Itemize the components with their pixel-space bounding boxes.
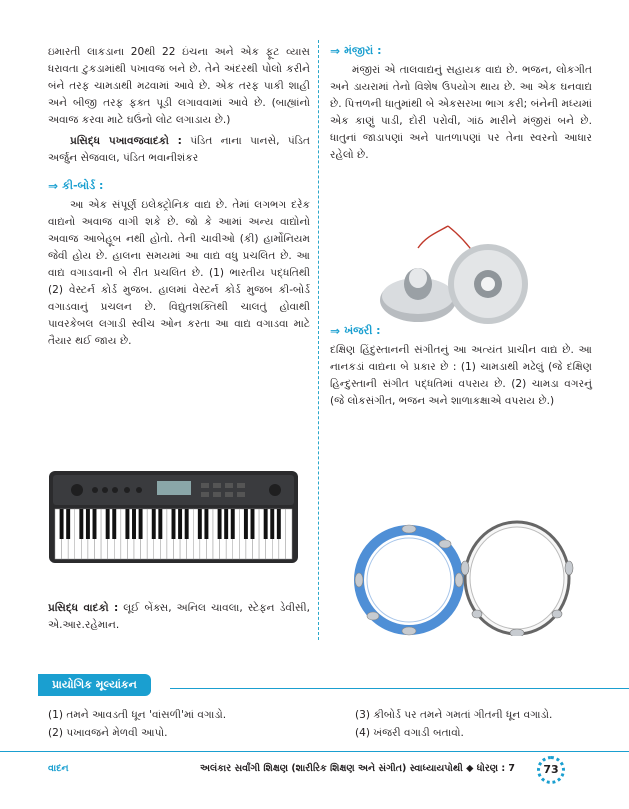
keyboard-heading-text: કી-બોર્ડ : [62,179,104,192]
khanjari-image [347,518,577,636]
manjira-image [378,222,536,332]
left-column [48,44,310,350]
manjira-heading [330,44,592,58]
evaluation-question-4: (4) ખંજરી વગાડી બતાવો. [355,727,464,739]
footer-section-name: વાદન [48,763,69,774]
arrow-right-icon: ⇒ [330,44,341,58]
evaluation-rule [170,688,629,689]
column-divider [318,40,319,640]
footer [0,756,629,784]
arrow-right-icon: ⇒ [48,179,59,193]
famous-keyboard-label: પ્રસિદ્ધ વાદકો : [48,602,119,614]
practical-evaluation-title: પ્રાયોગિક મૂલ્યાંકન [38,674,151,696]
keyboard-paragraph: આ એક સંપૂર્ણ ઇલેક્ટ્રોનિક વાદ્ય છે. તેમાં લગભગ દરેક વાદ્યનો અવાજ વાગી શકે છે. જો કે આમાં અન્ય વાદ્યોનો અવાજ આબેહૂબ નથી હોતો. તેની ચાવીઓ (કી) હાર્મોનિયમ જેવી હોય છે. હાલના સમયમાં આ વાદ્ય વધુ પ્રચલિત છે. આ વાદ્ય વગાડવાની બે રીત પ્રચલિત છે. (1) ભારતીય પદ્ધતિથી (2) વેસ્ટર્ન કોર્ડ મુજબ. હાલમાં વેસ્ટર્ન કોર્ડ મુજબ કી-બોર્ડ વગાડવાનું પ્રચલન છે. વિદ્યુતશક્તિથી ચાલતું હોવાથી પાવરકેબલ લગાડી સ્વીચ ઓન કરતા આ વાદ્ય વગાડવા માટે તૈયાર થઈ જાય છે. [48,199,310,347]
evaluation-question-2: (2) પખાવજને મેળવી આપો. [48,727,168,739]
keyboard-image [47,465,300,567]
famous-pakhavaj-names: પંડિત નાના પાનસે, પંડિત અર્જુન સેજવાલ, પંડિત ભવાનીશંકર [48,135,310,164]
evaluation-question-3: (3) કીબોર્ડ પર તમને ગમતાં ગીતની ધૂન વગાડો. [355,709,553,721]
famous-pakhavaj-players [48,133,310,167]
khanjari-paragraph: દક્ષિણ હિંદુસ્તાનની સંગીતનું આ અત્યંત પ્રાચીન વાદ્ય છે. આ નાનકડાં વાદ્યના બે પ્રકાર છે : (1) ચામડાથી મઢેલું (જે દક્ષિણ હિન્દુસ્તાની સંગીત પદ્ધતિમાં વપરાય છે. (2) ચામડા વગરનું (જે લોકસંગીત, ભજન અને શાળાકક્ષાએ વપરાય છે.) [330,344,592,407]
footer-rule [0,751,629,752]
evaluation-question-1: (1) તમને આવડતી ધૂન 'વાંસળી'માં વગાડો. [48,709,227,721]
keyboard-heading [48,179,310,193]
khanjari-heading-text: ખંજરી : [344,324,381,337]
footer-book-title: અલંકાર સર્વાંગી શિક્ષણ (શારીરિક શિક્ષણ અને સંગીત) સ્વાધ્યાયપોથી ◆ ધોરણ : 7 [200,763,516,774]
manjira-paragraph: મંજીરાં એ તાલવાદ્યનું સહાયક વાદ્ય છે. ભજન, લોકગીત અને ડાયરામાં તેનો વિશેષ ઉપયોગ થાય છે. આ એક ઘનવાદ્ય છે. પિત્તળની ધાતુમાંથી બે એકસરખા ભાગ કરી; બંનેની મધ્યમાં એક કાણું પાડી, દોરી પરોવી, ગાંઠ મારીને મંજીરાં બને છે. ધાતુનાં જાડાપણાં અને પાતળાપણાં પર તેના સ્વરનો આધાર રહેલો છે. [330,64,592,161]
famous-keyboard-players [48,600,310,634]
manjira-heading-text: મંજીરાં : [344,44,382,57]
famous-keyboard-names: લૂઈ બેંક્સ, અનિલ ચાવલા, સ્ટેફન ડેવીસી, એ.આર.રહેમાન. [48,602,311,631]
pakhavaj-paragraph: ઇમારતી લાકડાના 20થી 22 ઇંચના અને એક ફૂટ વ્યાસ ધરાવતા ટુકડામાંથી પખાવજ બને છે. તેને અંદરથી પોલો કરીને બંને તરફ ચામડાથી મઢવામાં આવે છે. એક તરફ પાકી શાહી અને બીજી તરફ ફક્ત પૂડી લગાવવામાં આવે છે. (બાહ્યાંનો અવાજ કરવા માટે ઘઉંનો લોટ લગાડાય છે.) [48,46,310,126]
arrow-right-icon: ⇒ [330,324,341,338]
page-number: 73 [537,756,565,784]
famous-pakhavaj-label: પ્રસિદ્ધ પખાવજવાદકો : [70,135,182,147]
